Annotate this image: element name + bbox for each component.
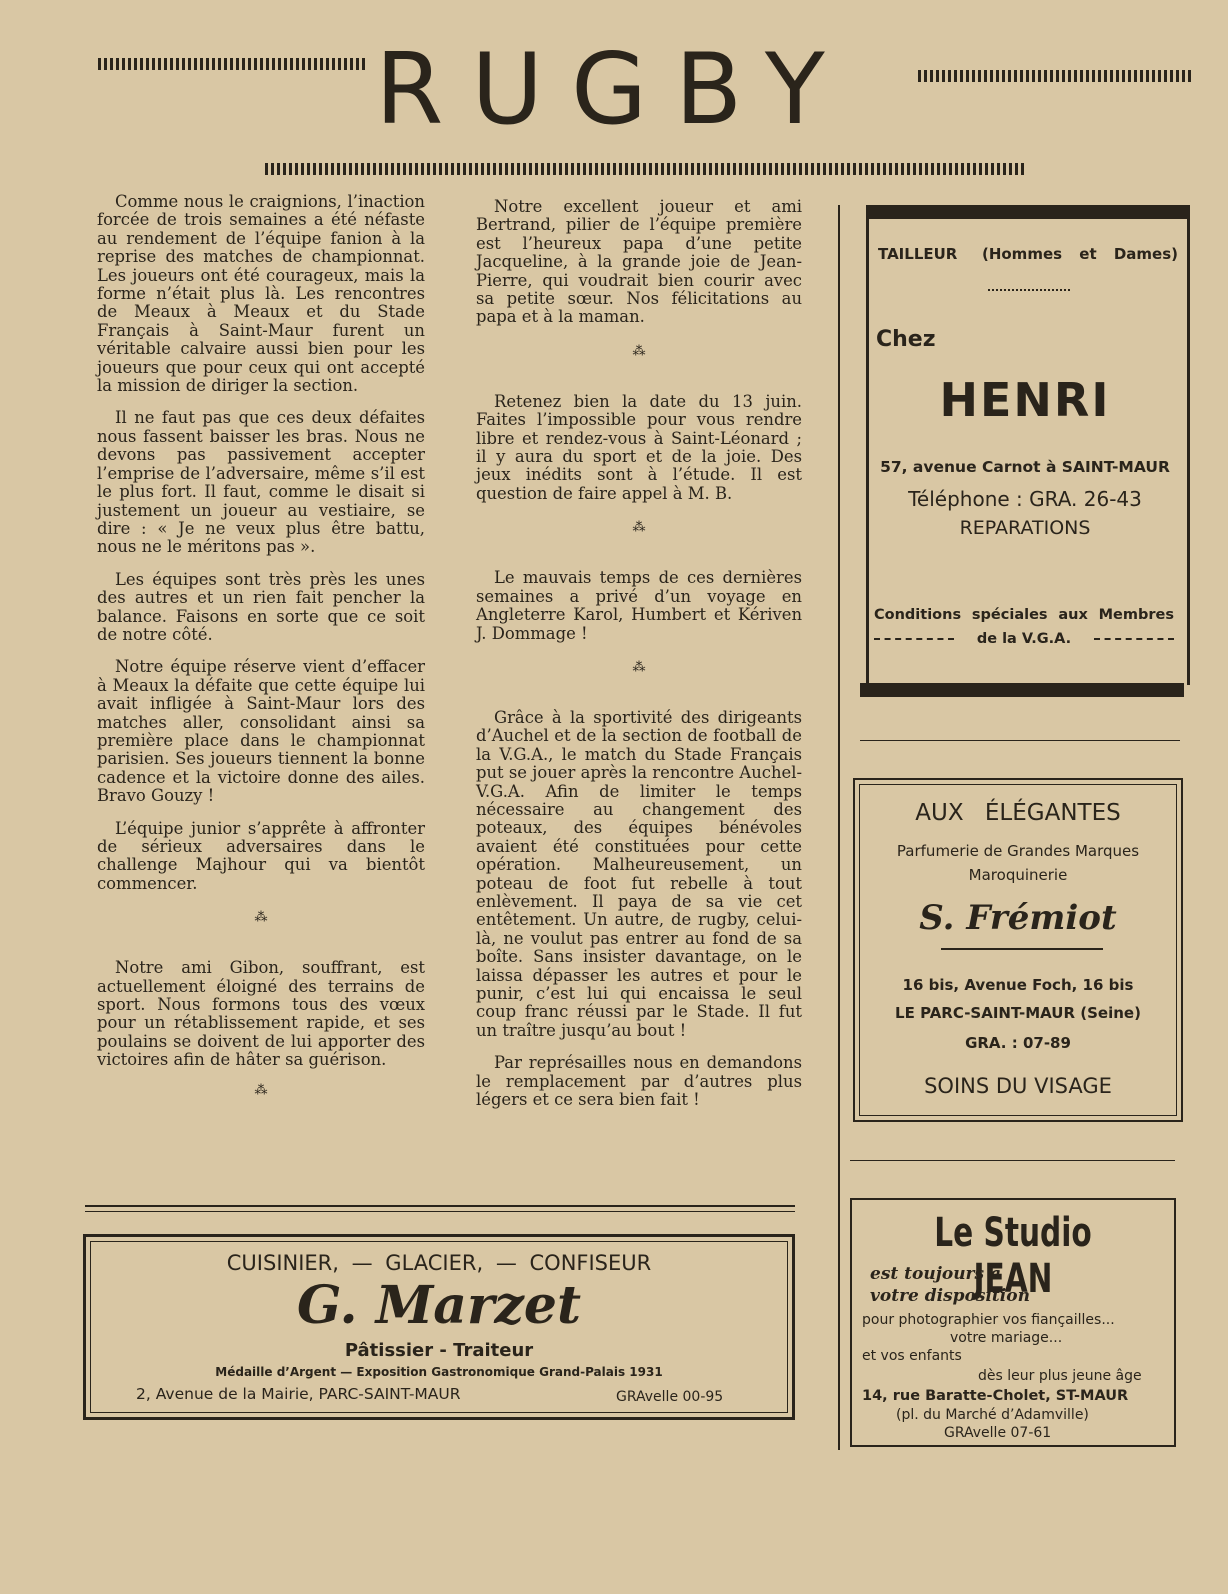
- ad-henri-trade-detail: (Hommes et Dames): [981, 245, 1178, 263]
- ad-studio-line5: et vos enfants: [862, 1348, 962, 1364]
- ad-studio-line1: est toujours à: [870, 1264, 1002, 1284]
- asterism-separator: ⁂: [632, 659, 646, 675]
- ad-marzet-medal: Médaille d’Argent — Exposition Gastronomique Grand-Palais 1931: [215, 1365, 663, 1379]
- ad-tailleur-henri: [860, 205, 1190, 697]
- signature-underline: [941, 948, 1103, 950]
- asterism-separator: ⁂: [632, 520, 646, 536]
- ad-studio-jean: [850, 1198, 1176, 1447]
- asterism-separator: ⁂: [632, 343, 646, 359]
- ad-elegantes-title: AUX ÉLÉGANTES: [915, 800, 1121, 826]
- paragraph: Notre équipe réserve vient d’effacer à Meaux la défaite que cette équipe lui avait infligée à Saint-Maur lors des matches aller, consolidant ainsi sa première place dans le championnat parisien. Ses joueurs tiennent la bonne cadence et la victoire donne des ailes. Bravo Gouzy !: [97, 657, 425, 806]
- article-column-1: [97, 193, 425, 1132]
- paragraph: Retenez bien la date du 13 juin. Faites l’impossible pour vous rendre libre et rendez-vous à Saint-Léonard ; il y aura du sport et de la joie. Des jeux inédits sont à l’étude. Il est question de faire appel à M. B.: [476, 391, 802, 503]
- paragraph: Le mauvais temps de ces dernières semaines a privé d’un voyage en Angleterre Karol, Humbert et Kériven J. Dommage !: [476, 568, 802, 643]
- ad-henri-service: REPARATIONS: [959, 517, 1091, 539]
- paragraph: Par représailles nous en demandons le remplacement par d’autres plus légers et ce sera bien fait !: [476, 1053, 802, 1110]
- ad-aux-elegantes: [853, 778, 1183, 1122]
- ad-studio-line2: votre disposition: [870, 1286, 1030, 1306]
- paragraph: Il ne faut pas que ces deux défaites nous fassent baisser les bras. Nous ne devons pas passivement accepter l’emprise de l’adversaire, même s’il est le plus fort. Il faut, comme le disait si justement un joueur au vestiaire, se dire : « Je ne veux plus être battu, nous ne le méritons pas ».: [97, 408, 425, 557]
- ad-henri-conditions: Conditions spéciales aux Membres: [874, 607, 1174, 623]
- ad-elegantes-phone: GRA. : 07-89: [965, 1034, 1071, 1052]
- ad-elegantes-sub1: Parfumerie de Grandes Marques: [896, 842, 1140, 860]
- divider-rule: [85, 1205, 795, 1207]
- ad-henri-address: 57, avenue Carnot à SAINT-MAUR: [880, 458, 1170, 476]
- ad-studio-address-2: (pl. du Marché d’Adamville): [896, 1407, 1089, 1423]
- ad-marzet-phone: GRAvelle 00-95: [616, 1389, 724, 1405]
- paragraph: Notre excellent joueur et ami Bertrand, pilier de l’équipe première est l’heureux papa d’une petite Jacqueline, à la grande joie de Jean-Pierre, qui voudrait bien courir avec sa petite sœur. Nos félicitations au papa et à la maman.: [476, 197, 802, 327]
- ad-elegantes-name: S. Frémiot: [919, 898, 1117, 938]
- ad-studio-line3: pour photographier vos fiançailles...: [862, 1312, 1115, 1328]
- decorative-squiggle: [988, 285, 1070, 291]
- ad-studio-line6: dès leur plus jeune âge: [978, 1368, 1142, 1384]
- ad-elegantes-address: 16 bis, Avenue Foch, 16 bis: [902, 976, 1134, 994]
- ad-elegantes-service: SOINS DU VISAGE: [924, 1074, 1112, 1098]
- asterism-separator: ⁂: [254, 1082, 268, 1098]
- ad-studio-line4: votre mariage...: [950, 1330, 1063, 1346]
- ad-henri-conditions-2: de la V.G.A.: [976, 631, 1072, 647]
- dash-rule: [874, 638, 954, 640]
- page-title: RUGBY: [375, 33, 853, 147]
- ad-studio-phone: GRAvelle 07-61: [944, 1425, 1052, 1441]
- paragraph: Comme nous le craignions, l’inaction forcée de trois semaines a été néfaste au rendement de l’équipe fanion à la reprise des matches de championnat. Les joueurs ont été courageux, mais la forme n’était plus là. Les rencontres de Meaux à Meaux et du Stade Français à Saint-Maur furent un véritable calvaire aussi bien pour les joueurs que pour ceux qui ont accepté la mission de diriger la section.: [97, 192, 425, 396]
- paragraph: L’équipe junior s’apprête à affronter de sérieux adversaires dans le challenge Majhour qui va bientôt commencer.: [97, 818, 425, 893]
- divider-rule: [85, 1211, 795, 1212]
- ad-elegantes-city: LE PARC-SAINT-MAUR (Seine): [895, 1004, 1141, 1022]
- ad-henri-chez: Chez: [876, 327, 936, 352]
- ad-studio-address: 14, rue Baratte-Cholet, ST-MAUR: [862, 1388, 1129, 1404]
- header-ornament-bottom: [265, 163, 1025, 175]
- ad-g-marzet: [83, 1234, 795, 1420]
- paragraph: Grâce à la sportivité des dirigeants d’Auchel et de la section de football de la V.G.A., le match du Stade Français put se jouer après la rencontre Auchel-V.G.A. Afin de limiter le temps nécessaire au changement des poteaux, des équipes bénévoles avaient été constituées pour cette opération. Malheureusement, un poteau de foot fut rebelle à tout enlèvement. Il paya de sa vie cet entêtement. Un autre, de rugby, celui-là, ne voulut pas entrer au fond de sa boîte. Sans insister davantage, on le laissa dépasser les autres et pour le punir, c’est lui qui encaissa le seul coup franc réussi par le Stade. Il fut un traître jusqu’au bout !: [476, 707, 802, 1040]
- ad-marzet-trades: CUISINIER, — GLACIER, — CONFISEUR: [226, 1251, 652, 1275]
- ad-marzet-subtitle: Pâtissier - Traiteur: [344, 1340, 534, 1361]
- ad-henri-name: HENRI: [939, 373, 1111, 427]
- paragraph: Les équipes sont très près les unes des autres et un rien fait pencher la balance. Faisons en sorte que ce soit de notre côté.: [97, 569, 425, 644]
- divider-rule: [850, 1160, 1175, 1161]
- dash-rule: [1094, 638, 1174, 640]
- ad-marzet-name: G. Marzet: [296, 1275, 582, 1336]
- divider-rule: [860, 740, 1180, 741]
- paragraph: Notre ami Gibon, souffrant, est actuellement éloigné des terrains de sport. Nous formons tous des vœux pour un rétablissement rapide, et ses poulains se doivent de lui apporter des victoires afin de hâter sa guérison.: [97, 958, 425, 1070]
- ad-elegantes-sub2: Maroquinerie: [968, 866, 1068, 884]
- article-column-2: [476, 198, 802, 1123]
- ad-henri-trade: TAILLEUR: [878, 245, 958, 263]
- column-divider: [838, 205, 840, 1450]
- ad-henri-phone: Téléphone : GRA. 26-43: [908, 487, 1142, 511]
- ad-marzet-address: 2, Avenue de la Mairie, PARC-SAINT-MAUR: [136, 1385, 461, 1403]
- ad-studio-name: Le Studio JEAN: [934, 1210, 1092, 1302]
- asterism-separator: ⁂: [254, 910, 268, 926]
